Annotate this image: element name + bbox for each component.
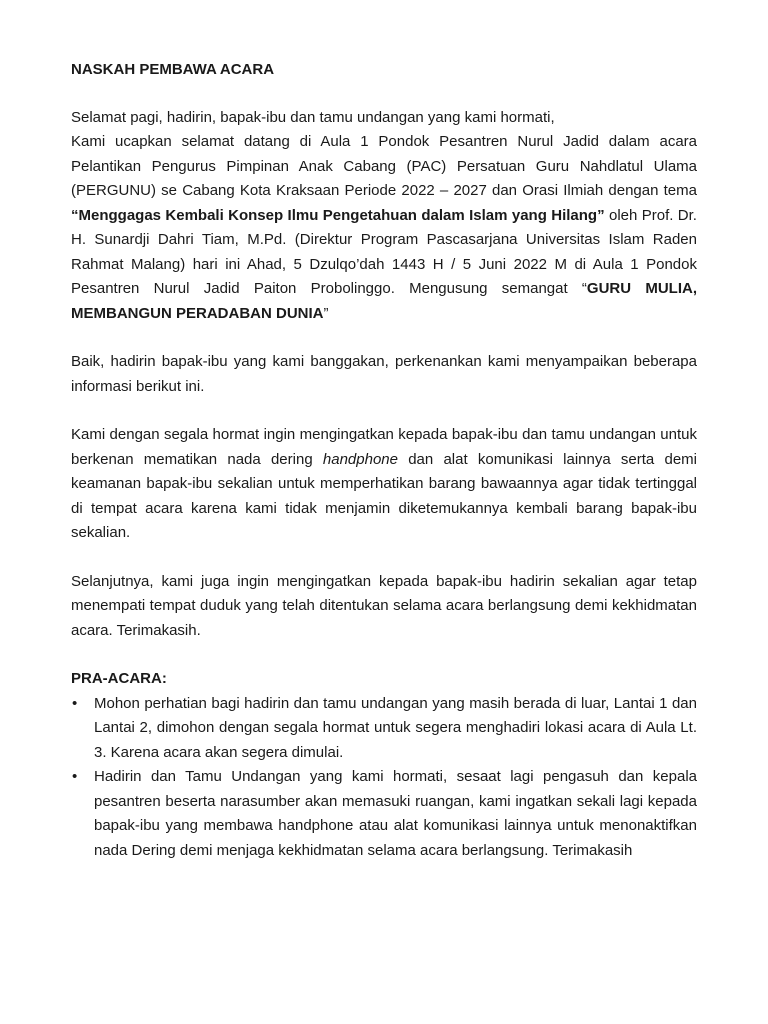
opening-greeting: Selamat pagi, hadirin, bapak-ibu dan tamu undangan yang kami hormati, — [71, 108, 555, 126]
handphone-term: handphone — [322, 450, 398, 468]
reminder-text-2: dan alat komunikasi lainnya serta demi keamanan bapak-ibu sekalian untuk memperhatikan barang bawaannya agar tidak tertinggal di tempat acara karena kami tidak menjamin diketemukannya kembali barang bapak-ibu sekalian. — [71, 450, 697, 541]
list-item-text: Mohon perhatian bagi hadirin dan tamu undangan yang masih berada di luar, Lantai 1 dan Lantai 2, dimohon dengan segala hormat untuk segera menghadiri lokasi acara di Aula Lt. 3. Karena acara akan segera dimulai. — [94, 694, 697, 761]
opening-paragraph — [71, 106, 697, 327]
reminder-text-1: Kami dengan segala hormat ingin mengingatkan kepada bapak-ibu dan tamu undangan untuk berkenan mematikan nada dering — [71, 426, 697, 468]
document-page — [71, 58, 697, 863]
seating-paragraph: Selanjutnya, kami juga ingin mengingatkan kepada bapak-ibu hadirin sekalian agar tetap menempati tempat duduk yang telah ditentukan selama acara berlangsung demi kekhidmatan acara. Terimakasih. — [71, 572, 697, 639]
opening-text-3: ” — [323, 304, 329, 322]
list-item — [71, 765, 697, 863]
opening-text-1: Kami ucapkan selamat datang di Aula 1 Pondok Pesantren Nurul Jadid dalam acara Pelantikan Pengurus Pimpinan Anak Cabang (PAC) Persatuan Guru Nahdlatul Ulama (PERGUNU) se Cabang Kota Kraksaan Periode 2022 – 2027 dan Orasi Ilmiah dengan tema — [71, 133, 697, 199]
list-item-text: Hadirin dan Tamu Undangan yang kami hormati, sesaat lagi pengasuh dan kepala pesantren beserta narasumber akan memasuki ruangan, kami ingatkan sekali lagi kepada bapak-ibu yang membawa handphone atau alat komunikasi lainnya untuk menonaktifkan nada Dering demi menjaga kekhidmatan selama acara berlangsung. Terimakasih — [94, 768, 697, 859]
bullet-icon: • — [72, 694, 78, 712]
list-item — [71, 692, 697, 766]
event-theme: “Menggagas Kembali Konsep Ilmu Pengetahuan dalam Islam yang Hilang” — [71, 206, 605, 224]
pre-event-list — [71, 692, 697, 864]
reminder-paragraph — [71, 423, 697, 546]
opening-text-2: oleh Prof. Dr. H. Sunardji Dahri Tiam, M.Pd. (Direktur Program Pascasarjana Universitas Islam Raden Rahmat Malang) hari ini Ahad, 5 Dzulqo’dah 1443 H / 5 Juni 2022 M di Aula 1 Pondok Pesantren Nurul Jadid Paiton Probolinggo. Mengusung semangat “ — [71, 206, 697, 297]
pre-event-heading: PRA-ACARA: — [71, 670, 167, 687]
info-paragraph: Baik, hadirin bapak-ibu yang kami banggakan, perkenankan kami menyampaikan beberapa informasi berikut ini. — [71, 353, 697, 395]
event-motto: GURU MULIA, MEMBANGUN PERADABAN DUNIA — [71, 280, 697, 322]
bullet-icon: • — [72, 768, 78, 785]
document-title: NASKAH PEMBAWA ACARA — [71, 61, 275, 78]
